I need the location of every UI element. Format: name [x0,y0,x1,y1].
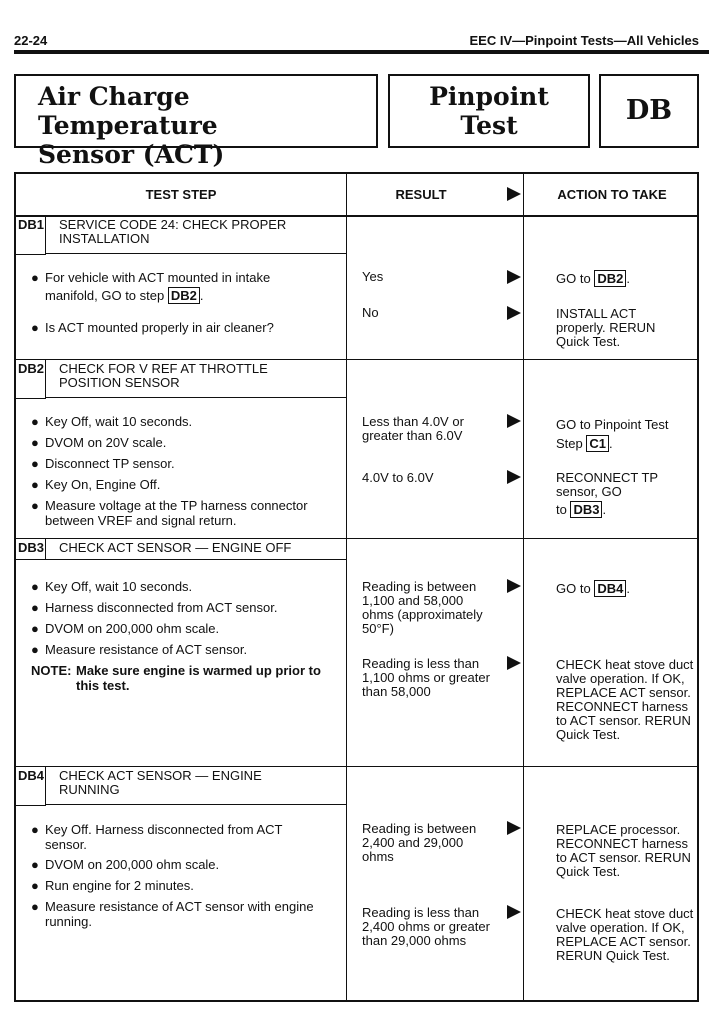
result-db2-in-range: 4.0V to 6.0V [362,470,434,485]
bullet-icon: ● [31,600,39,615]
bullet-icon: ● [31,899,39,914]
list-item [31,642,341,657]
list-item [31,621,341,636]
step-title-line: RUNNING [59,782,120,797]
step-title-line: CHECK FOR V REF AT THROTTLE [59,361,268,376]
step-ref-db4[interactable]: DB4 [594,580,626,597]
action-text: GO to [556,581,591,596]
list-item [31,899,336,929]
step-title-underline [46,397,346,398]
arrow-icon [507,579,521,593]
list-item [31,456,341,471]
punct: . [626,581,630,596]
running-title: EEC IV—Pinpoint Tests—All Vehicles [469,33,699,48]
list-item [31,477,341,492]
column-header-result: RESULT [395,187,447,202]
pinpoint-test-box [388,74,590,148]
column-divider [523,174,524,1000]
pinpoint-line1: Pinpoint [429,82,549,111]
step-title-underline [46,253,346,254]
step-ref-c1[interactable]: C1 [586,435,609,452]
action-db3-2: CHECK heat stove duct valve operation. If OK, REPLACE ACT sensor. RECONNECT harness to ACT sensor. RERUN Quick Test. [556,657,694,742]
result-db4-in-range: Reading is between 2,400 and 29,000 ohms [362,821,477,864]
bullet-icon: ● [31,621,39,636]
bullet-text: Key Off, wait 10 seconds. [45,414,193,429]
punct: . [602,502,607,517]
bullet-icon: ● [31,456,39,471]
step-title-db3 [59,541,339,555]
bullet-text: Harness disconnected from ACT sensor. [45,600,278,615]
action-db3-1 [556,580,696,597]
bullet-icon: ● [31,435,39,450]
bullet-text: DVOM on 200,000 ohm scale. [45,621,220,636]
column-divider [346,174,347,1000]
bullet-icon: ● [31,579,39,594]
action-text: Step [556,436,583,451]
bullet-text: Key On, Engine Off. [45,477,161,492]
list-item [31,822,321,852]
result-db3-in-range: Reading is between 1,100 and 58,000 ohms (approximately 50°F) [362,579,483,636]
step-title-line: INSTALLATION [59,231,150,246]
action-db4-1: REPLACE processor. RECONNECT harness to ACT sensor. RERUN Quick Test. [556,822,691,879]
action-text: RECONNECT TP sensor, GO [556,470,658,499]
bullet-icon: ● [31,857,39,872]
arrow-icon [507,905,521,919]
bullet-icon: ● [31,642,39,657]
list-item [31,579,341,594]
action-db2-1 [556,415,696,453]
list-item [31,270,341,307]
column-header-action: ACTION TO TAKE [557,187,667,202]
column-header-test-step: TEST STEP [145,187,217,202]
step-id-db2: DB2 [16,359,46,399]
punct: . [199,288,204,303]
arrow-icon [507,187,521,201]
list-item [31,498,341,528]
step-title-line: CHECK ACT SENSOR — ENGINE OFF [59,540,292,555]
bullet-icon: ● [31,822,39,837]
note-label: NOTE: [31,663,72,678]
list-item [31,600,341,615]
result-db1-no: No [362,305,379,320]
bullet-text: DVOM on 200,000 ohm scale. [45,857,220,872]
arrow-icon [507,656,521,670]
pinpoint-line2: Test [460,111,518,140]
action-text: GO to [556,271,591,286]
action-text: GO to Pinpoint Test [556,417,669,432]
step-ref-db3[interactable]: DB3 [570,501,602,518]
bullet-text: Is ACT mounted properly in air cleaner? [45,320,274,335]
test-title-line1: Air Charge Temperature [38,82,218,140]
step-title-db4 [59,769,339,797]
row-divider [16,766,697,767]
bullet-icon: ● [31,477,39,492]
bullet-text: Measure resistance of ACT sensor with engine running. [45,899,314,929]
step-title-line: CHECK ACT SENSOR — ENGINE [59,768,262,783]
bullet-text: Measure voltage at the TP harness connector between VREF and signal return. [45,498,308,528]
bullet-icon: ● [31,878,39,893]
test-title-box [14,74,378,169]
bullet-text: manifold, GO to step [45,288,165,303]
list-item [31,878,341,893]
bullet-text: Key Off, wait 10 seconds. [45,579,193,594]
bullet-text: Run engine for 2 minutes. [45,878,194,893]
step-title-db2 [59,362,339,390]
punct: . [609,436,613,451]
arrow-icon [507,821,521,835]
arrow-icon [507,414,521,428]
test-code-box: DB [599,74,699,148]
arrow-icon [507,470,521,484]
pinpoint-test-table [14,172,699,1002]
bullet-icon: ● [31,414,39,429]
bullet-text: For vehicle with ACT mounted in intake [45,270,271,285]
punct: . [626,271,630,286]
bullet-icon: ● [31,270,39,285]
step-ref-db2[interactable]: DB2 [168,287,200,304]
bullet-text: Disconnect TP sensor. [45,456,175,471]
row-divider [16,538,697,539]
result-db4-out-of-range: Reading is less than 2,400 ohms or greater than 29,000 ohms [362,905,490,948]
action-text: to [556,502,567,517]
list-item [31,857,341,872]
note-text: Make sure engine is warmed up prior to this test. [76,663,321,693]
action-db4-2: CHECK heat stove duct valve operation. If OK, REPLACE ACT sensor. RERUN Quick Test. [556,906,694,963]
list-item [31,435,341,450]
action-db2-2 [556,471,676,521]
test-title-line2: Sensor (ACT) [38,140,225,169]
list-item [31,414,341,429]
step-ref-db2[interactable]: DB2 [594,270,626,287]
step-id-db3: DB3 [16,538,46,560]
bullet-text: DVOM on 20V scale. [45,435,167,450]
row-divider [16,359,697,360]
step-id-db1: DB1 [16,215,46,255]
page-number: 22-24 [14,33,48,48]
step-title-line: SERVICE CODE 24: CHECK PROPER [59,217,287,232]
bullet-icon: ● [31,498,39,513]
list-item [31,320,341,335]
step-title-db1 [59,218,339,246]
step-id-db4: DB4 [16,766,46,806]
note [31,663,346,693]
step-title-underline [46,804,346,805]
result-db1-yes: Yes [362,269,384,284]
action-db1-1 [556,270,696,287]
step-title-underline [46,559,346,560]
bullet-text: Measure resistance of ACT sensor. [45,642,248,657]
result-db2-out-of-range: Less than 4.0V or greater than 6.0V [362,414,464,443]
step-title-line: POSITION SENSOR [59,375,180,390]
result-db3-out-of-range: Reading is less than 1,100 ohms or greater than 58,000 [362,656,490,699]
arrow-icon [507,270,521,284]
bullet-icon: ● [31,320,39,335]
header-rule [14,50,709,54]
arrow-icon [507,306,521,320]
bullet-text: Key Off. Harness disconnected from ACT sensor. [45,822,283,852]
action-db1-2: INSTALL ACT properly. RERUN Quick Test. [556,306,656,349]
